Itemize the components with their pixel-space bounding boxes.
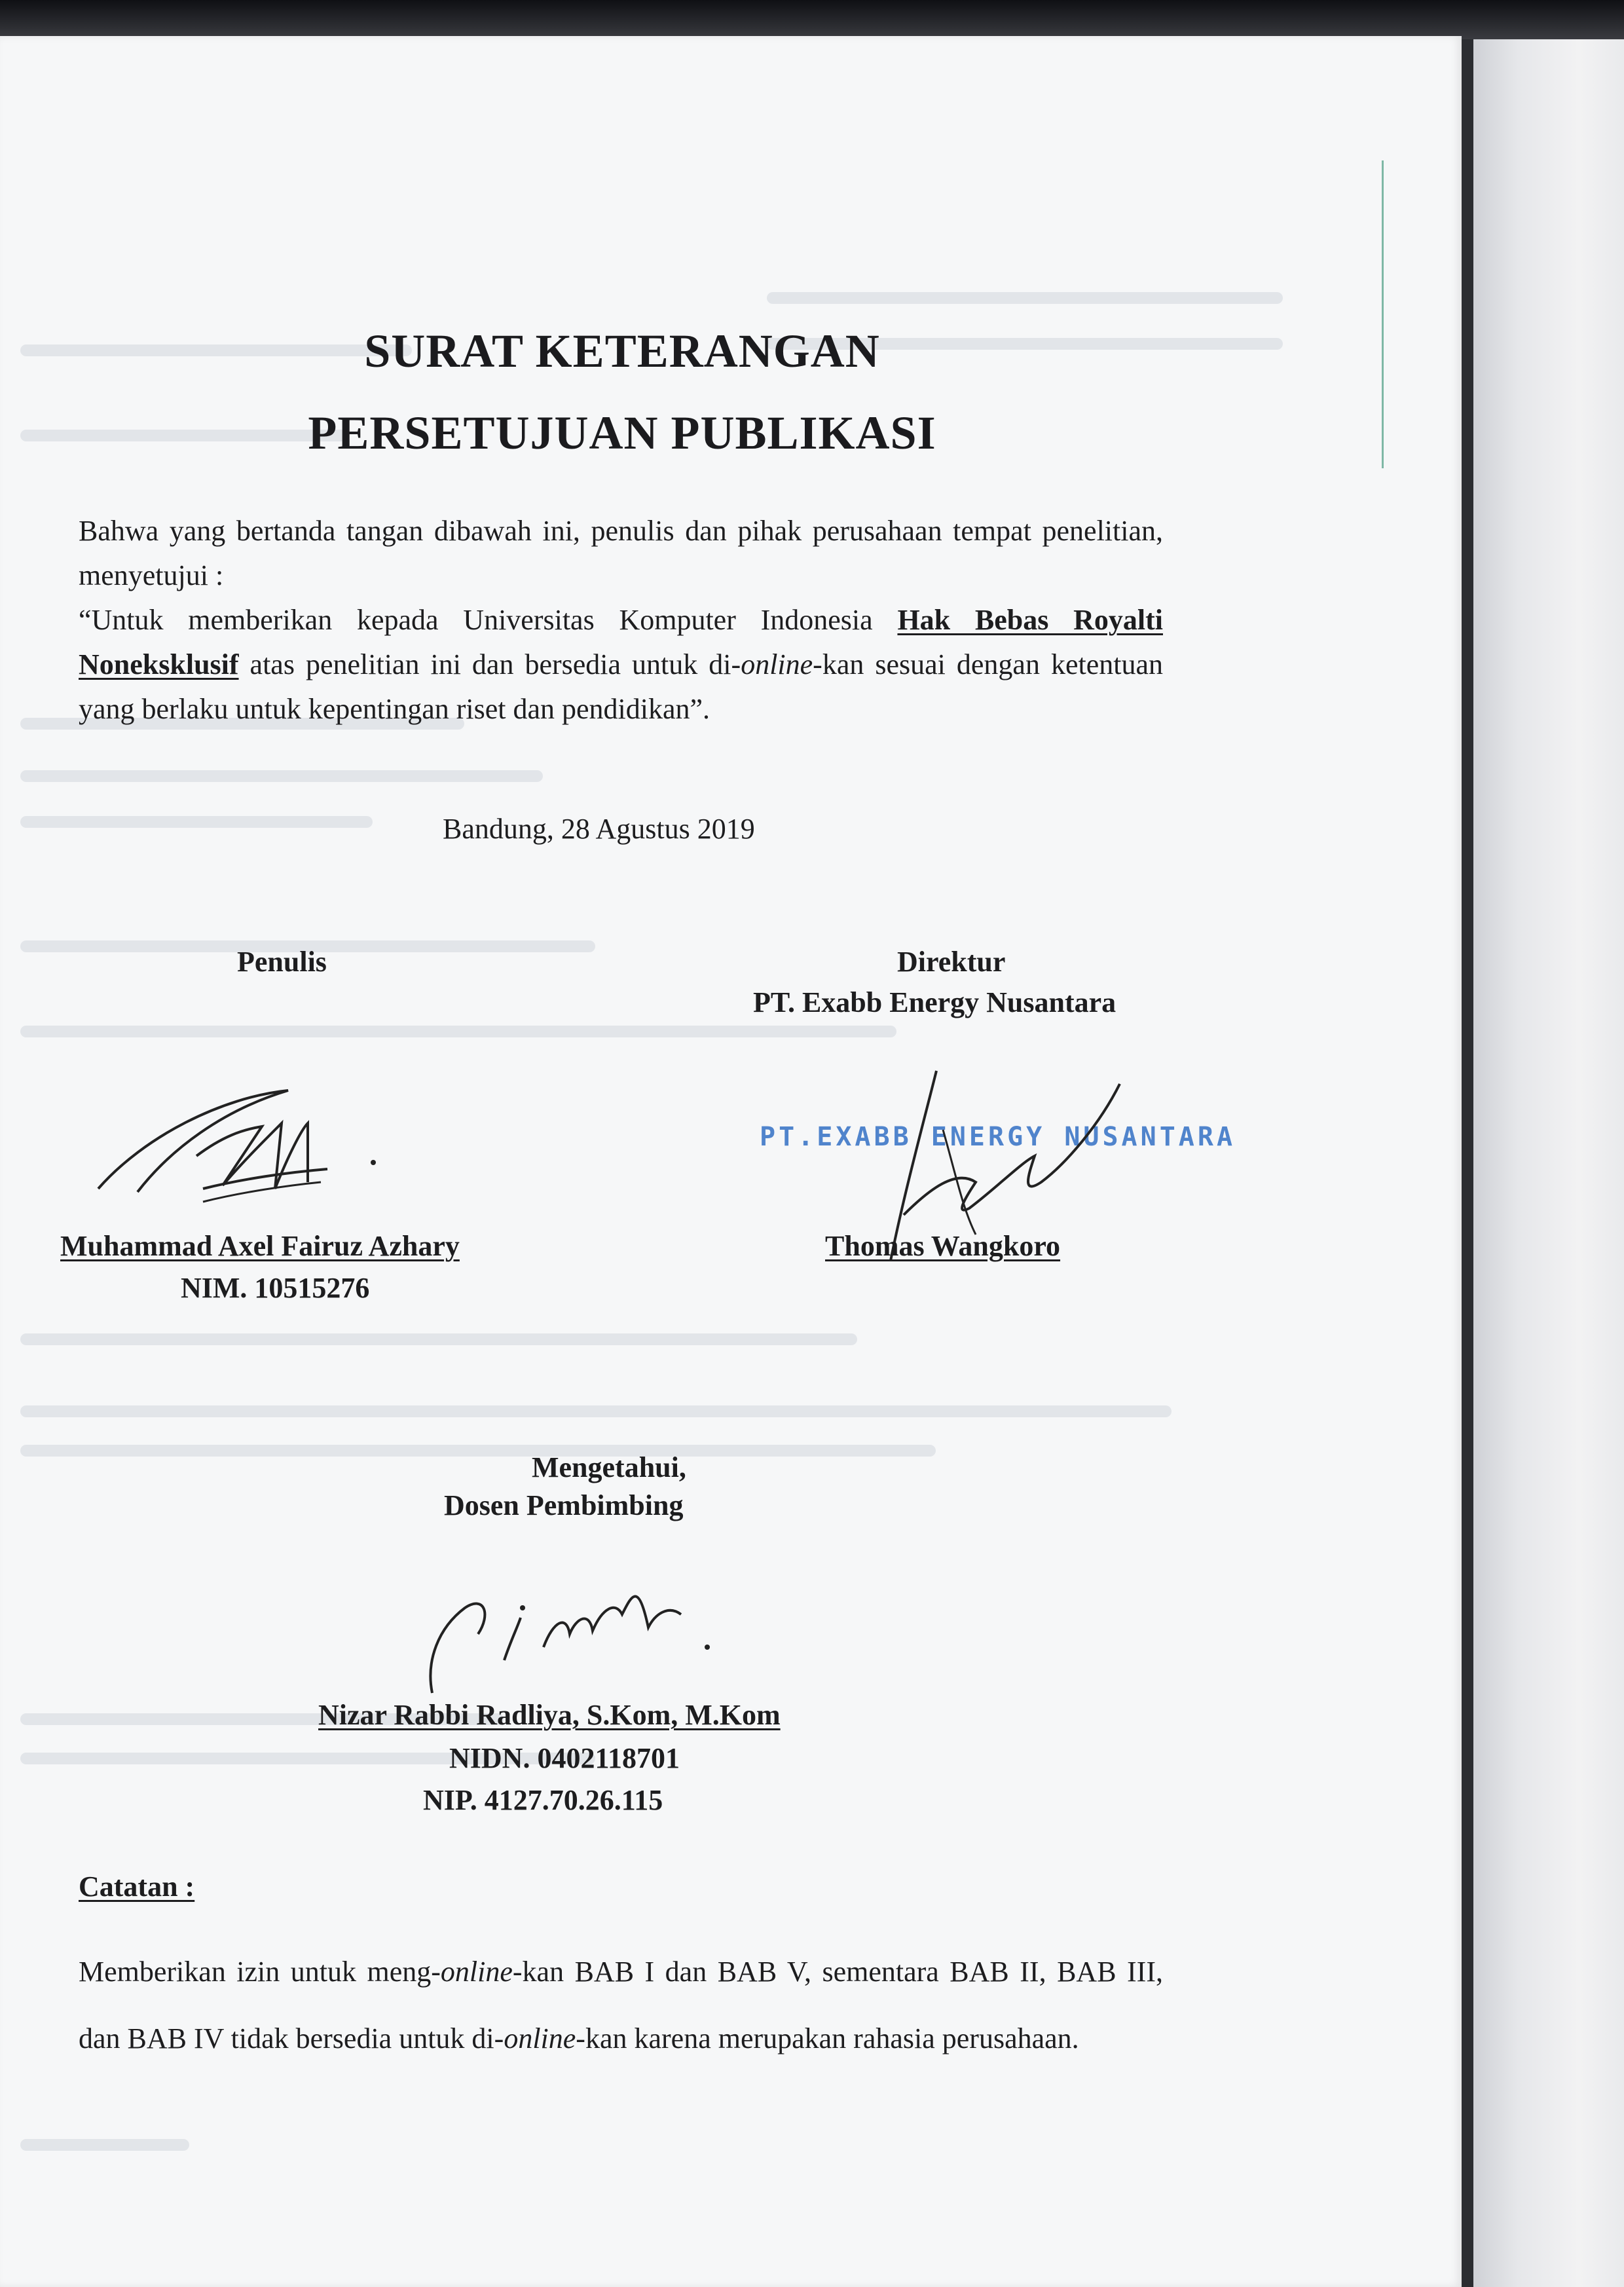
author-name: Muhammad Axel Fairuz Azhary [60,1230,460,1262]
company-signatory-name: Thomas Wangkoro [825,1230,1061,1262]
author-signature [92,1058,406,1221]
author-role: Penulis [237,946,327,978]
intro-paragraph: Bahwa yang bertanda tangan dibawah ini, penulis dan pihak perusahaan tempat penelitian, menyetujui : [79,515,1163,591]
page-title-line-1: SURAT KETERANGAN [364,325,880,377]
supervisor-heading: Mengetahui, [532,1451,686,1483]
page-title-line-2: PERSETUJUAN PUBLIKASI [308,407,936,459]
place-date: Bandung, 28 Agustus 2019 [443,813,755,845]
quote-text-3: -kan sesuai dengan ketentuan yang berlaku untuk kepentingan riset dan pendidikan”. [79,648,1164,725]
supervisor-nip: NIP. 4127.70.26.115 [423,1784,663,1816]
notes-text-3: -kan karena merupakan rahasia perusahaan. [576,2022,1079,2055]
supervisor-signature [413,1555,753,1700]
scan-top-shadow [0,0,1624,39]
notes-paragraph [79,1939,1163,2072]
quote-paragraph [79,598,1163,732]
supervisor-role: Dosen Pembimbing [444,1489,684,1521]
scan-right-edge [1473,39,1624,2287]
notes-heading: Catatan : [79,1870,195,1903]
company-role: Direktur [897,946,1006,978]
quote-text-2: atas penelitian ini dan bersedia untuk di- [238,648,741,680]
notes-text-2: -kan BAB I dan BAB V, sementara BAB II, BAB III, dan BAB IV tidak bersedia untuk di- [79,1956,1163,2055]
quote-italic: online [741,648,813,680]
author-nim: NIM. 10515276 [181,1272,370,1304]
document-page [0,36,1462,2287]
company-stamp: PT.EXABB ENERGY NUSANTARA [760,1122,1236,1152]
notes-text-1: Memberikan izin untuk meng- [79,1956,441,1988]
supervisor-name: Nizar Rabbi Radliya, S.Kom, M.Kom [318,1699,781,1731]
notes-italic-1: online [440,1956,513,1988]
license-highlight: Hak Bebas Royalti Noneksklusif [79,604,1163,680]
supervisor-nidn: NIDN. 0402118701 [449,1742,680,1774]
company-name: PT. Exabb Energy Nusantara [753,986,1116,1018]
quote-text-1: “Untuk memberikan kepada Universitas Komputer Indonesia [79,604,898,636]
notes-italic-2: online [504,2022,576,2055]
